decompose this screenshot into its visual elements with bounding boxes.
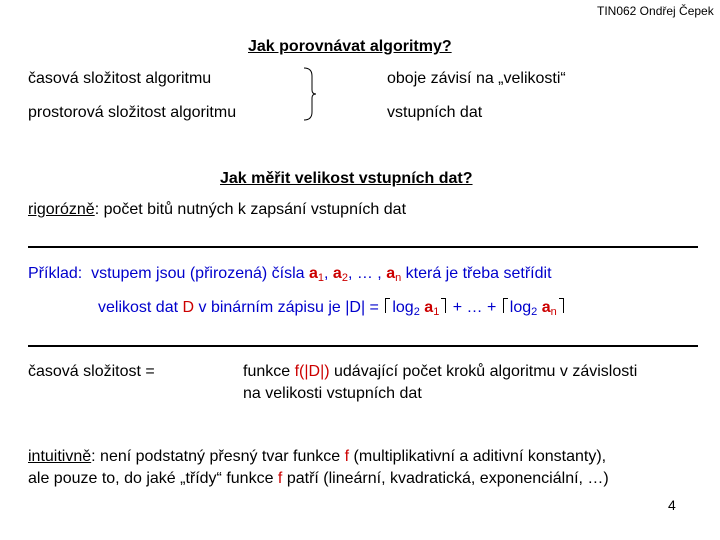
section-title-compare: Jak porovnávat algoritmy? xyxy=(248,38,452,55)
rigorous-word: rigorózně xyxy=(28,201,95,218)
ceil-left-icon xyxy=(503,298,508,313)
rigorous-line xyxy=(28,201,406,219)
ceil-left-icon xyxy=(385,298,390,313)
rigorous-rest: : počet bitů nutných k zapsání vstupních dat xyxy=(94,201,407,218)
ceil-right-icon xyxy=(559,298,564,313)
depends-text: oboje závisí na „velikosti“ xyxy=(387,70,566,87)
section-title-measure: Jak měřit velikost vstupních dat? xyxy=(220,170,473,187)
example-label: Příklad: xyxy=(28,265,83,282)
complexity-definition-2: na velikosti vstupních dat xyxy=(243,385,422,402)
input-data-text: vstupních dat xyxy=(387,104,483,121)
example-text-b: která je třeba setřídit xyxy=(401,265,552,282)
size-line: velikost dat D v binárním zápisu je $|D| = \log_2 a_1$ + … + $\log_2 a_n$ xyxy=(98,298,566,317)
example-line: Příklad: vstupem jsou (přirozená) čísla $a_1$, $a_2$, … , $a_n$ která je třeba setřídit xyxy=(28,265,552,284)
intuitive-line-2: ale pouze to, do jaké „třídy“ funkce f patří (lineární, kvadratická, exponenciální, …) xyxy=(28,470,609,487)
ceil-right-icon xyxy=(441,298,446,313)
page-number: 4 xyxy=(668,497,676,513)
time-complexity-label: časová složitost algoritmu xyxy=(28,70,212,87)
header-author: TIN062 Ondřej Čepek xyxy=(597,4,714,18)
brace-icon xyxy=(300,66,320,122)
complexity-definition-1: funkce f(|D|) udávající počet kroků algoritmu v závislosti xyxy=(243,363,638,380)
intuitive-word: intuitivně xyxy=(28,448,92,465)
complexity-left: časová složitost = xyxy=(28,363,155,380)
space-complexity-label: prostorová složitost algoritmu xyxy=(28,104,237,121)
divider-2 xyxy=(28,345,698,347)
size-formula: $|D| = \log_2 a_1$ + … + $\log_2 a_n$ xyxy=(345,299,566,316)
intuitive-line-1: intuitivně: není podstatný přesný tvar funkce f (multiplikativní a aditivní konstanty), xyxy=(28,448,607,465)
divider-1 xyxy=(28,246,698,248)
example-text-a: vstupem jsou (přirozená) čísla xyxy=(91,265,309,282)
